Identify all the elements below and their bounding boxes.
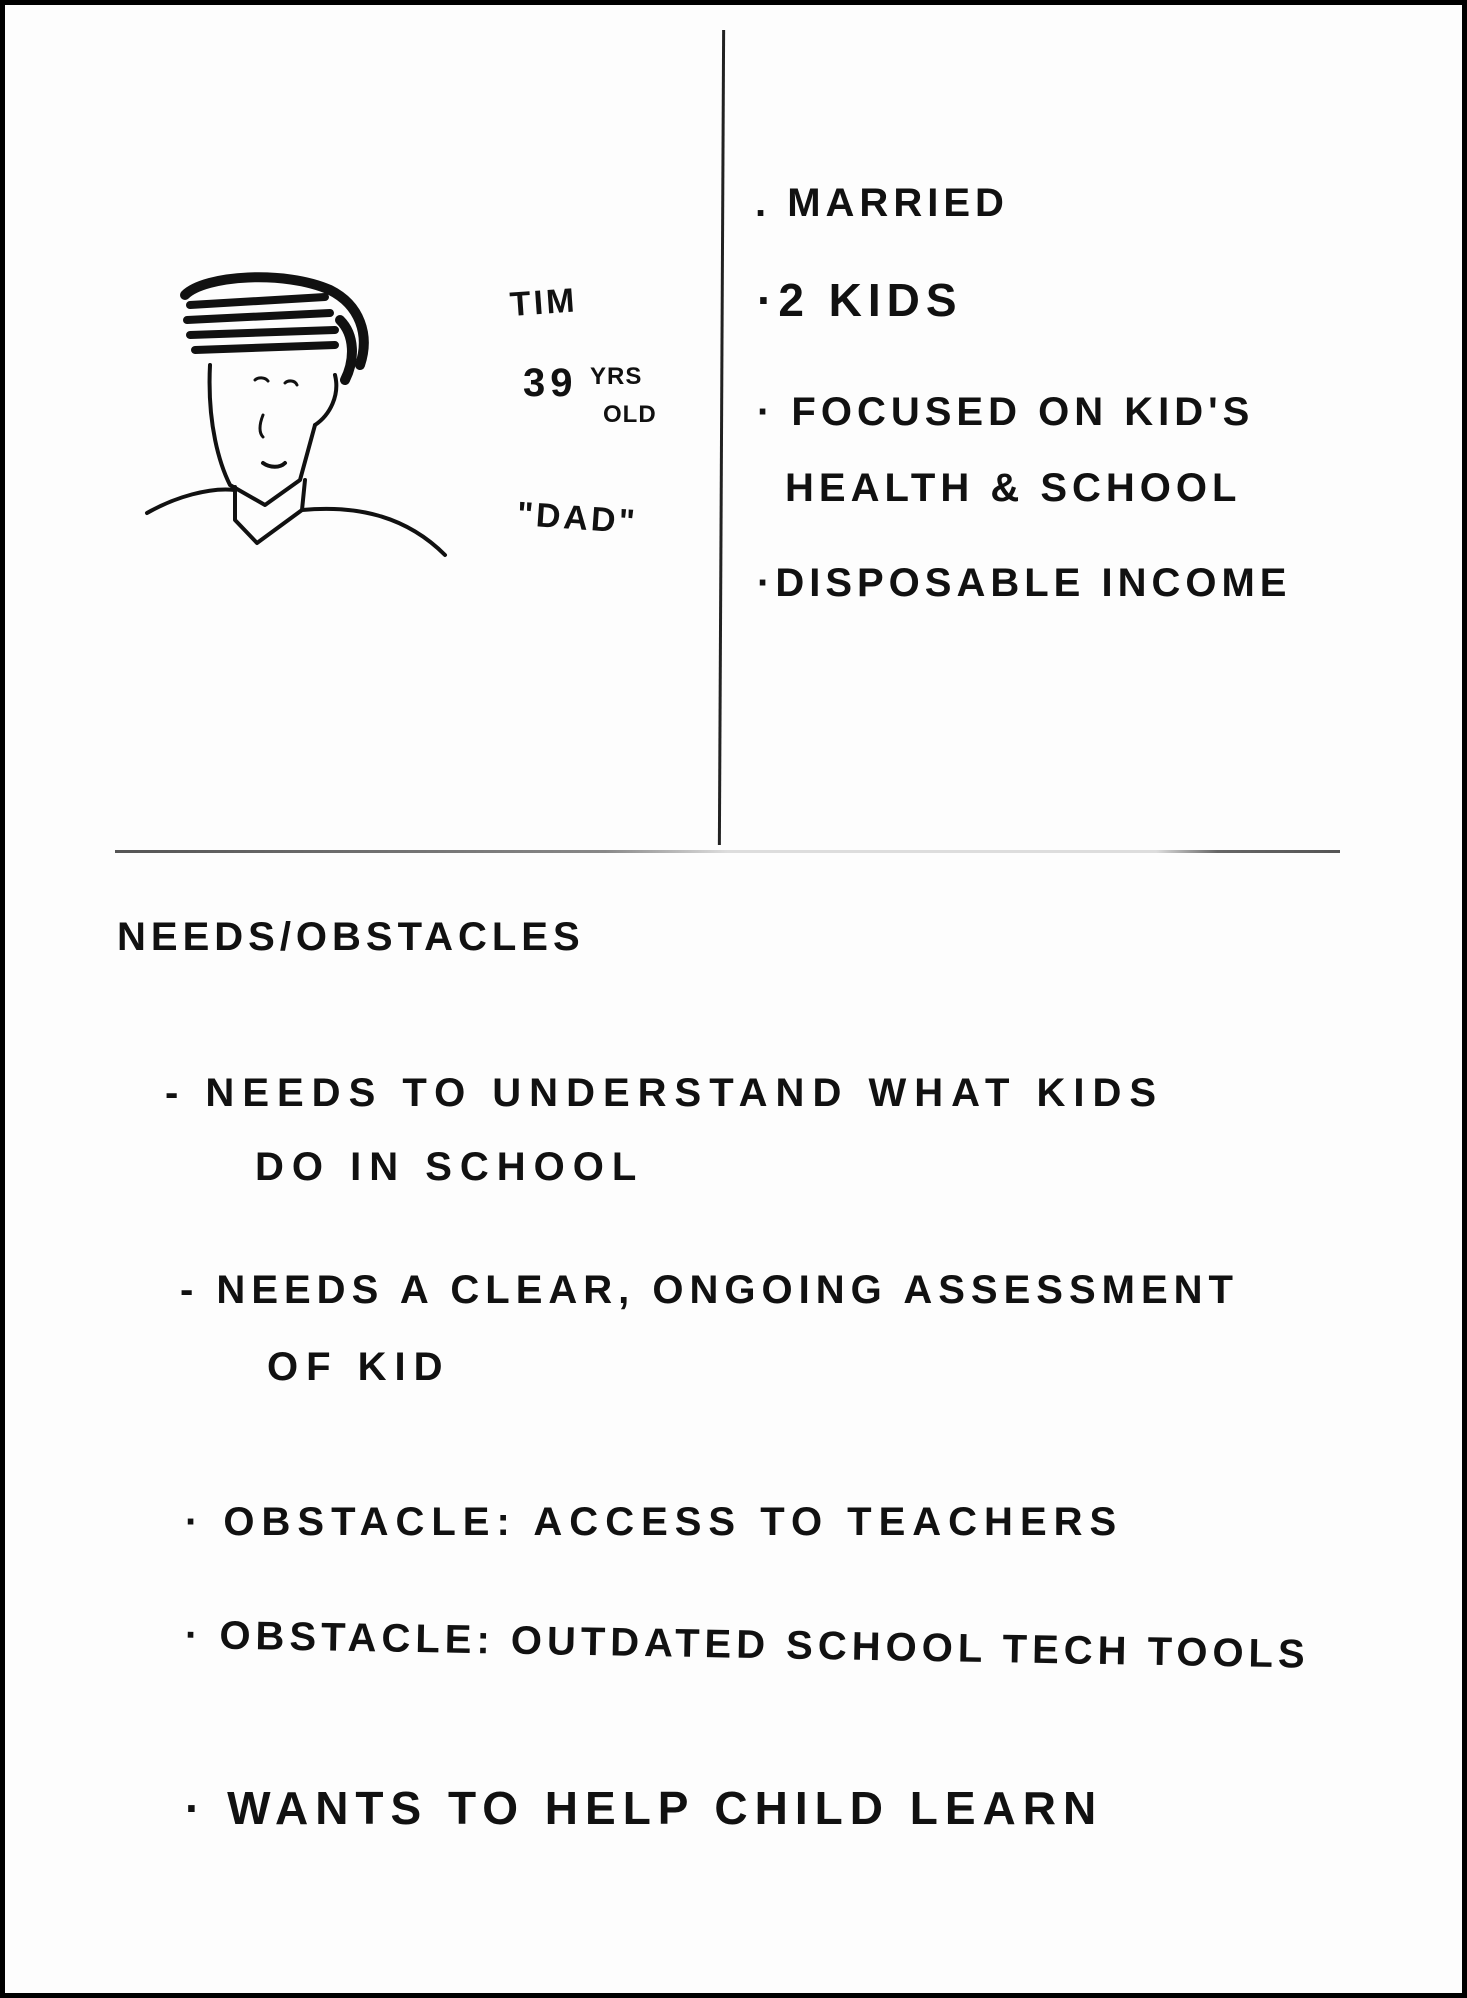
vertical-divider: [718, 30, 725, 845]
need-item-cont: OF KID: [267, 1345, 451, 1389]
want-item: · WANTS TO HELP CHILD LEARN: [185, 1782, 1104, 1834]
trait-income: ·DISPOSABLE INCOME: [757, 561, 1292, 605]
horizontal-divider: [115, 850, 1340, 853]
need-item-cont: DO IN SCHOOL: [255, 1145, 645, 1189]
need-item: - NEEDS A CLEAR, ONGOING ASSESSMENT: [180, 1268, 1239, 1312]
persona-nickname: "DAD": [515, 495, 639, 542]
obstacle-item: · OBSTACLE: ACCESS TO TEACHERS: [185, 1500, 1124, 1544]
persona-age-unit: YRS: [590, 363, 643, 390]
persona-age-unit-old: OLD: [603, 401, 657, 428]
trait-focus-cont: HEALTH & SCHOOL: [785, 466, 1242, 510]
persona-portrait-sketch: [135, 265, 455, 565]
trait-kids: ·2 KIDS: [757, 274, 963, 326]
needs-heading: NEEDS/OBSTACLES: [117, 915, 585, 959]
obstacle-item: · OBSTACLE: OUTDATED SCHOOL TECH TOOLS: [184, 1613, 1311, 1677]
trait-focus: · FOCUSED ON KID'S: [757, 390, 1255, 434]
persona-age: 39: [523, 361, 578, 405]
trait-married: . MARRIED: [755, 181, 1009, 225]
need-item: - NEEDS TO UNDERSTAND WHAT KIDS: [165, 1071, 1165, 1115]
persona-sheet: [5, 5, 1462, 1993]
persona-name: TIM: [508, 281, 579, 324]
